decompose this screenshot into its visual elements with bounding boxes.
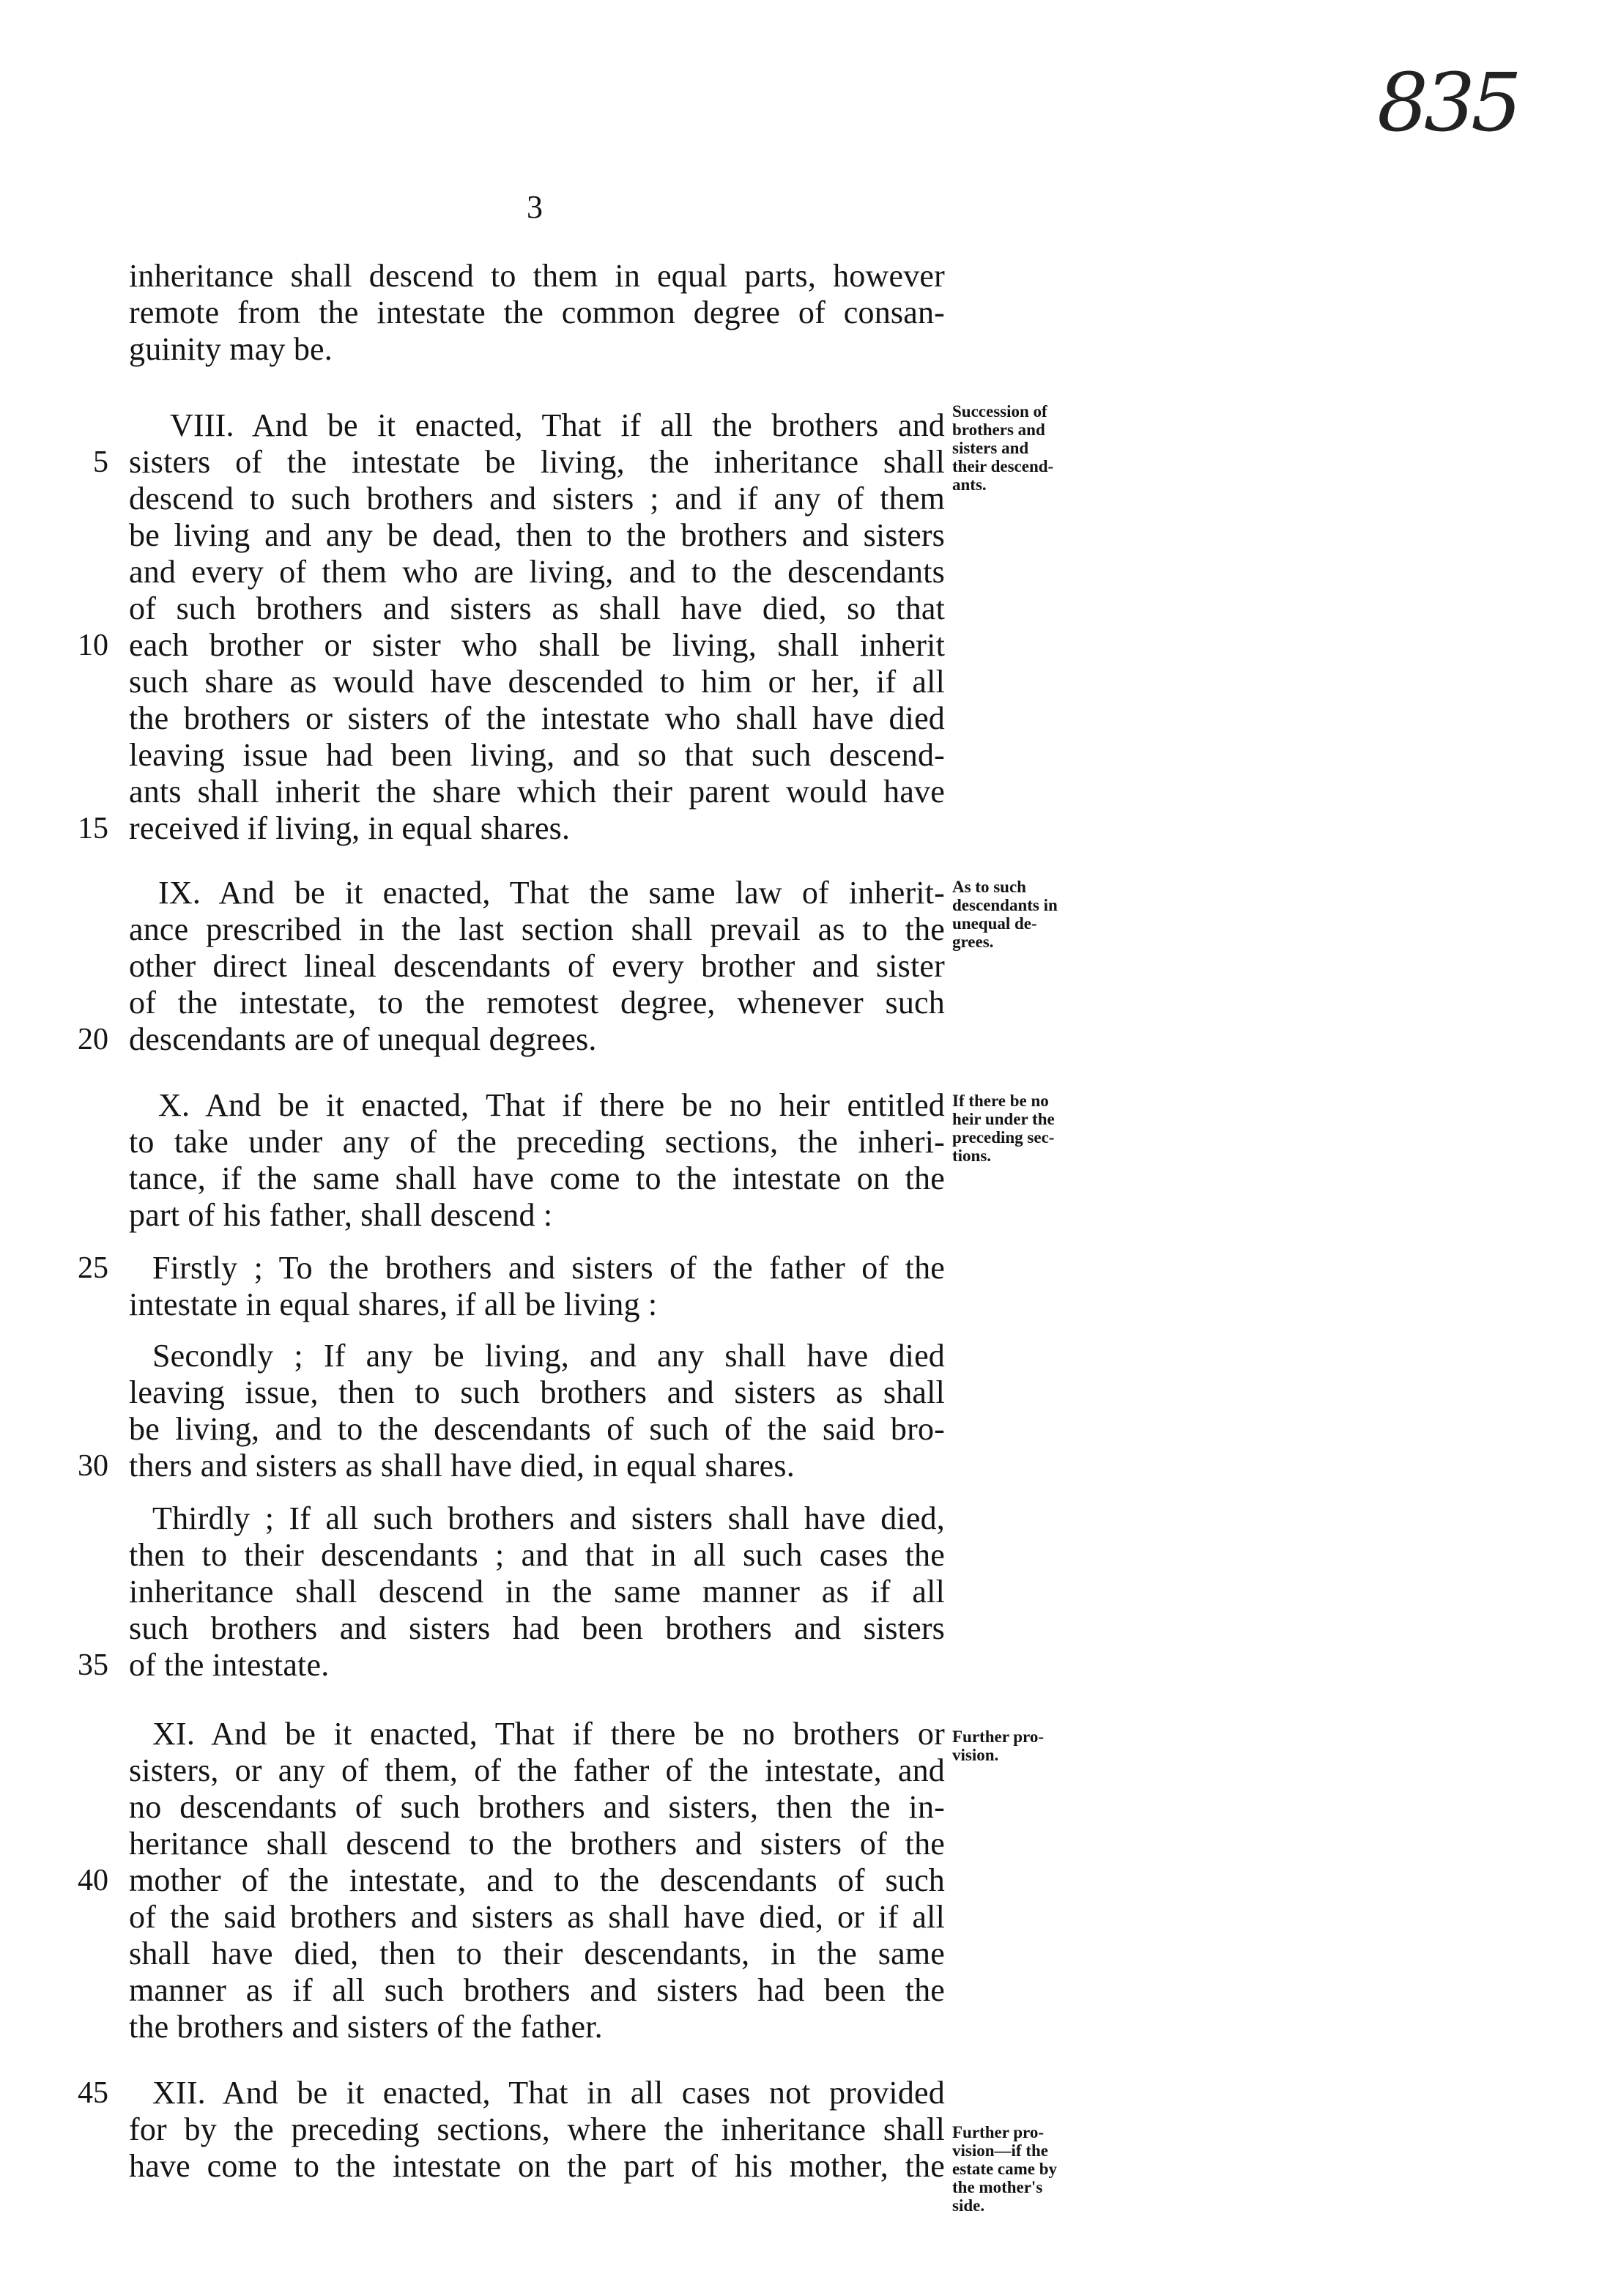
text-line: heritance shall descend to the brothers and sisters of the [129, 1826, 945, 1862]
text-line: other direct lineal descendants of every brother and sister [129, 948, 945, 984]
text-line: intestate in equal shares, if all be living : [129, 1286, 658, 1322]
text-line: descendants are of unequal degrees. [129, 1021, 597, 1057]
text-line: inheritance shall descend in the same manner as if all [129, 1574, 945, 1610]
line-number: 25 [78, 1251, 108, 1285]
text-line: no descendants of such brothers and sisters, then the in- [129, 1789, 945, 1825]
text-line: IX. And be it enacted, That the same law of inherit- [158, 875, 945, 911]
text-line: of the intestate, to the remotest degree, whenever such [129, 985, 945, 1021]
text-line: ants shall inherit the share which their parent would have [129, 774, 945, 810]
line-number: 20 [78, 1023, 108, 1056]
text-line: Secondly ; If any be living, and any shall have died [152, 1338, 945, 1374]
margin-note-further-provision: Further pro- vision. [952, 1727, 1044, 1764]
text-line: and every of them who are living, and to the descendants [129, 554, 945, 590]
text-line: XII. And be it enacted, That in all cases not provided [152, 2075, 945, 2111]
text-line: mother of the intestate, and to the descendants of such [129, 1862, 945, 1898]
text-line: thers and sisters as shall have died, in equal shares. [129, 1448, 795, 1484]
text-line: shall have died, then to their descendants, in the same [129, 1936, 945, 1971]
text-line: sisters, or any of them, of the father of the intestate, and [129, 1752, 945, 1788]
text-line: to take under any of the preceding sections, the inheri- [129, 1124, 945, 1160]
text-line: ance prescribed in the last section shall prevail as to the [129, 911, 945, 947]
text-line: have come to the intestate on the part of his mother, the [129, 2148, 945, 2184]
text-line: the brothers or sisters of the intestate who shall have died [129, 700, 945, 736]
text-line: of the intestate. [129, 1647, 330, 1683]
text-line: such share as would have descended to him or her, if all [129, 664, 945, 700]
text-line: leaving issue had been living, and so that such descend- [129, 737, 945, 773]
text-line: then to their descendants ; and that in all such cases the [129, 1537, 945, 1573]
text-line: manner as if all such brothers and sisters had been the [129, 1972, 945, 2008]
page-number: 3 [527, 189, 543, 225]
text-line: the brothers and sisters of the father. [129, 2009, 603, 2045]
text-line: leaving issue, then to such brothers and sisters as shall [129, 1374, 945, 1410]
text-line: be living and any be dead, then to the brothers and sisters [129, 517, 945, 553]
line-number: 30 [78, 1449, 108, 1483]
text-line: such brothers and sisters had been brothers and sisters [129, 1610, 945, 1646]
handwritten-folio-number: 835 [1377, 56, 1518, 149]
text-line: sisters of the intestate be living, the inheritance shall [129, 444, 945, 480]
text-line: Thirdly ; If all such brothers and sisters shall have died, [152, 1500, 945, 1536]
text-line: received if living, in equal shares. [129, 810, 571, 846]
text-line: guinity may be. [129, 331, 333, 367]
text-line: descend to such brothers and sisters ; and if any of them [129, 481, 945, 516]
text-line: remote from the intestate the common degree of consan- [129, 295, 945, 330]
text-line: tance, if the same shall have come to the intestate on the [129, 1160, 945, 1196]
text-line: inheritance shall descend to them in equal parts, however [129, 258, 945, 294]
text-line: VIII. And be it enacted, That if all the brothers and [170, 407, 945, 443]
text-line: for by the preceding sections, where the inheritance shall [129, 2111, 945, 2147]
text-line: of such brothers and sisters as shall have died, so that [129, 590, 945, 626]
margin-note-succession-of-brothers: Succession of brothers and sisters and their descend- ants. [952, 402, 1054, 494]
line-number: 35 [78, 1648, 108, 1682]
text-line: be living, and to the descendants of such of the said bro- [129, 1411, 945, 1447]
line-number: 5 [93, 445, 108, 479]
text-line: of the said brothers and sisters as shall have died, or if all [129, 1899, 945, 1935]
line-number: 40 [78, 1864, 108, 1897]
margin-note-mothers-side: Further pro- vision—if the estate came by the mother's side. [952, 2123, 1058, 2215]
margin-note-no-heir: If there be no heir under the preceding sec- tions. [952, 1092, 1055, 1165]
text-line: XI. And be it enacted, That if there be no brothers or [152, 1716, 945, 1752]
text-line: part of his father, shall descend : [129, 1197, 553, 1233]
text-line: X. And be it enacted, That if there be no heir entitled [158, 1087, 945, 1123]
text-line: each brother or sister who shall be living, shall inherit [129, 627, 945, 663]
text-line: Firstly ; To the brothers and sisters of the father of the [152, 1250, 945, 1286]
line-number: 15 [78, 812, 108, 845]
line-number: 10 [78, 629, 108, 662]
margin-note-unequal-degrees: As to such descendants in unequal de- grees. [952, 878, 1058, 951]
line-number: 45 [78, 2076, 108, 2110]
